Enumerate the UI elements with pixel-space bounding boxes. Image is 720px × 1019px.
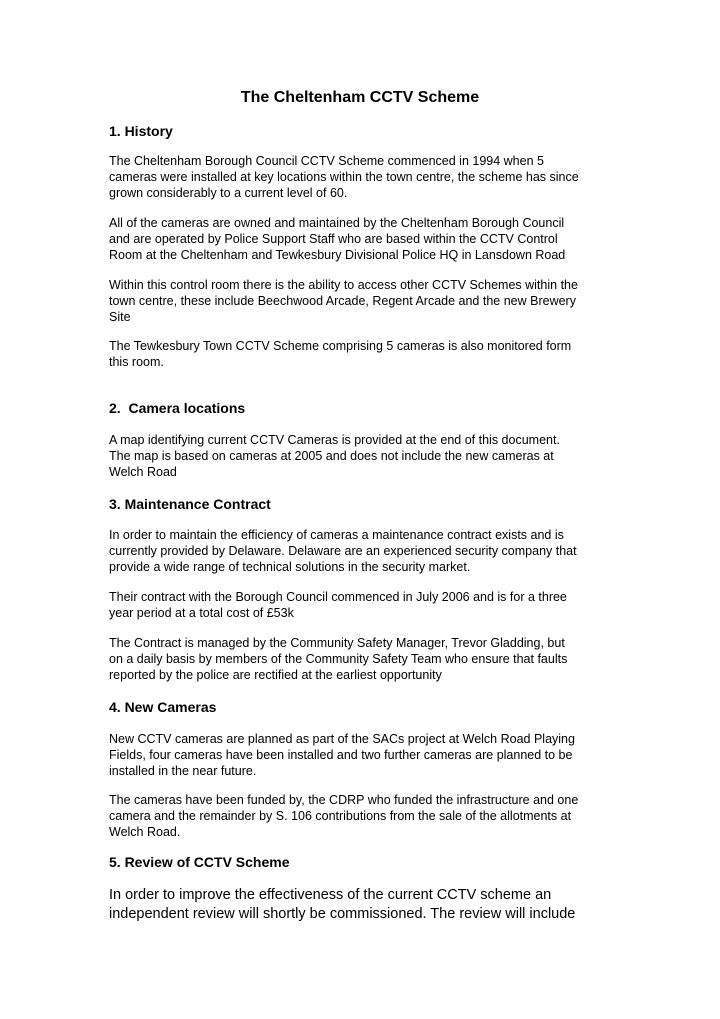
section-heading-maintenance-contract: 3. Maintenance Contract (109, 496, 271, 512)
text-line: In order to improve the effectiveness of the current CCTV scheme an (109, 887, 552, 903)
text-line: A map identifying current CCTV Cameras is provided at the end of this document. (109, 433, 560, 447)
text-line: provide a wide range of technical solutions in the security market. (109, 560, 471, 574)
text-line: on a daily basis by members of the Community Safety Team who ensure that faults (109, 652, 568, 666)
text-line: Welch Road. (109, 825, 181, 839)
text-line: grown considerably to a current level of 60. (109, 186, 348, 200)
paragraph (109, 215, 629, 263)
text-line: Site (109, 310, 131, 324)
paragraph (109, 886, 629, 924)
paragraph (109, 635, 629, 683)
text-line: The Contract is managed by the Community Safety Manager, Trevor Gladding, but (109, 636, 565, 650)
text-line: Welch Road (109, 465, 177, 479)
text-line: this room. (109, 355, 164, 369)
text-line: The Cheltenham Borough Council CCTV Scheme commenced in 1994 when 5 (109, 154, 544, 168)
text-line: Their contract with the Borough Council commenced in July 2006 and is for a three (109, 590, 567, 604)
text-line: The Tewkesbury Town CCTV Scheme comprising 5 cameras is also monitored form (109, 339, 572, 353)
paragraph (109, 338, 629, 370)
document-title: The Cheltenham CCTV Scheme (240, 89, 480, 106)
text-line: Room at the Cheltenham and Tewkesbury Divisional Police HQ in Lansdown Road (109, 248, 566, 262)
text-line: All of the cameras are owned and maintained by the Cheltenham Borough Council (109, 216, 565, 230)
text-line: cameras were installed at key locations within the town centre, the scheme has since (109, 170, 579, 184)
paragraph (109, 589, 629, 621)
paragraph (109, 527, 629, 575)
paragraph (109, 792, 629, 840)
text-line: year period at a total cost of £53k (109, 606, 294, 620)
section-heading-history: 1. History (109, 123, 173, 139)
text-line: New CCTV cameras are planned as part of the SACs project at Welch Road Playing (109, 732, 575, 746)
text-line: The map is based on cameras at 2005 and does not include the new cameras at (109, 449, 554, 463)
paragraph (109, 731, 629, 779)
text-line: town centre, these include Beechwood Arcade, Regent Arcade and the new Brewery (109, 294, 576, 308)
text-line: camera and the remainder by S. 106 contributions from the sale of the allotments at (109, 809, 572, 823)
section-heading-new-cameras: 4. New Cameras (109, 699, 217, 715)
text-line: Within this control room there is the ability to access other CCTV Schemes within the (109, 278, 578, 292)
section-heading-camera-locations: 2. Camera locations (109, 400, 246, 416)
paragraph (109, 153, 629, 201)
text-line: and are operated by Police Support Staff who are based within the CCTV Control (109, 232, 558, 246)
paragraph (109, 277, 629, 325)
text-line: The cameras have been funded by, the CDRP who funded the infrastructure and one (109, 793, 579, 807)
text-line: reported by the police are rectified at the earliest opportunity (109, 668, 442, 682)
text-line: In order to maintain the efficiency of cameras a maintenance contract exists and is (109, 528, 564, 542)
text-line: installed in the near future. (109, 764, 257, 778)
text-line: currently provided by Delaware. Delaware are an experienced security company that (109, 544, 577, 558)
text-line: independent review will shortly be commissioned. The review will include (109, 906, 576, 922)
paragraph (109, 432, 629, 480)
section-heading-review: 5. Review of CCTV Scheme (109, 854, 290, 870)
text-line: Fields, four cameras have been installed and two further cameras are planned to be (109, 748, 573, 762)
